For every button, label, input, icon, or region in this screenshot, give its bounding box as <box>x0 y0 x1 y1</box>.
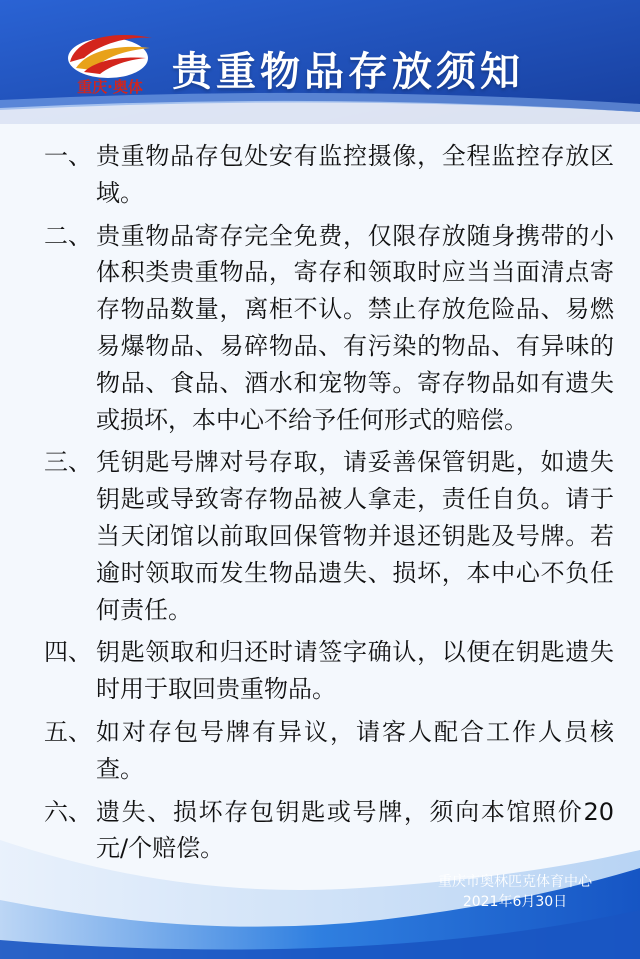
rule-text: 遗失、损坏存包钥匙或号牌，须向本馆照价20元/个赔偿。 <box>96 797 614 863</box>
rule-number: 五、 <box>44 717 92 746</box>
rules-list <box>44 138 614 873</box>
rule-text: 贵重物品寄存完全免费，仅限存放随身携带的小体积类贵重物品，寄存和领取时应当当面清点寄存物品数量，离柜不认。禁止存放危险品、易燃易爆物品、易碎物品、有污染的物品、有异味的物品、食品、酒水和宠物等。寄存物品如有遗失或损坏，本中心不给予任何形式的赔偿。 <box>96 221 614 434</box>
logo-text: 重庆·奥体 <box>77 78 143 96</box>
rule-item <box>44 138 614 212</box>
rule-text: 钥匙领取和归还时请签字确认，以便在钥匙遗失时用于取回贵重物品。 <box>96 638 614 704</box>
rule-item <box>44 444 614 628</box>
rule-item <box>44 634 614 708</box>
logo <box>62 28 158 104</box>
rule-number: 六、 <box>44 797 92 826</box>
rule-number: 四、 <box>44 638 92 667</box>
rule-number: 二、 <box>44 221 92 250</box>
page-title: 贵重物品存放须知 <box>172 49 524 95</box>
rule-item <box>44 714 614 788</box>
swoosh-logo-icon <box>62 28 158 80</box>
rule-text: 贵重物品存包处安有监控摄像，全程监控存放区域。 <box>96 142 614 207</box>
rule-text: 凭钥匙号牌对号存取，请妥善保管钥匙，如遗失钥匙或导致寄存物品被人拿走，责任自负。请于当天闭馆以前取回保管物并退还钥匙及号牌。若逾时领取而发生物品遗失、损坏，本中心不负任何责任。 <box>96 448 614 624</box>
footer-signature <box>438 872 592 912</box>
rule-number: 三、 <box>44 448 92 477</box>
rule-text: 如对存包号牌有异议，请客人配合工作人员核查。 <box>96 717 614 783</box>
header-banner <box>0 0 640 124</box>
rule-number: 一、 <box>44 142 92 170</box>
rule-item <box>44 218 614 439</box>
issue-date: 2021年6月30日 <box>462 894 568 910</box>
organization-name: 重庆市奥林匹克体育中心 <box>438 874 592 890</box>
